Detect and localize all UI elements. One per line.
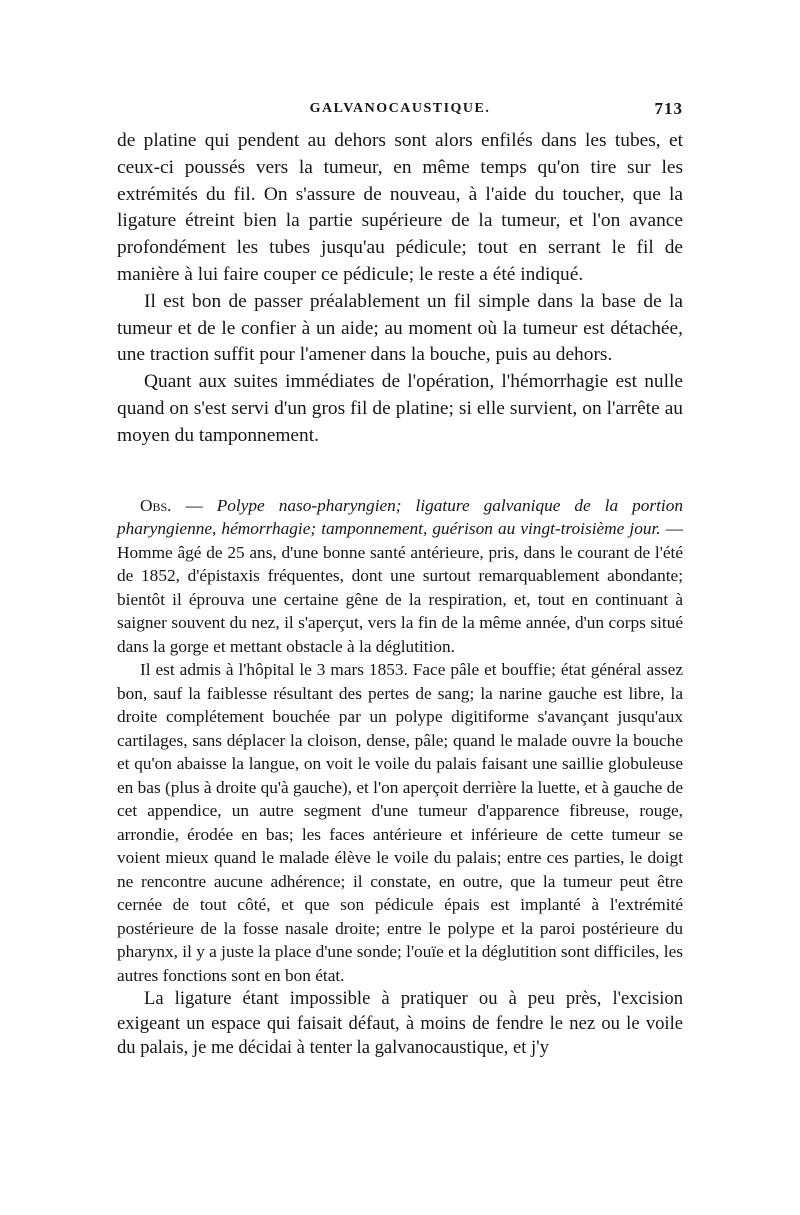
tail-block xyxy=(117,987,683,1061)
observation-label: Obs. — xyxy=(140,495,203,515)
running-title: GALVANOCAUSTIQUE. xyxy=(309,101,491,116)
body-text xyxy=(117,128,683,1061)
observation-block xyxy=(117,494,683,988)
paragraph-decision: La ligature étant impossible à pratiquer ou à peu près, l'excision exigeant un espace qui faisait défaut, à moins de fendre le nez ou le voile du palais, je me décidai à tenter la galvanocaustique, et j'y xyxy=(117,988,683,1059)
observation-intro xyxy=(117,494,683,659)
paragraph-aftercare: Quant aux suites immédiates de l'opération, l'hémorrhagie est nulle quand on s'est servi d'un gros fil de platine; si elle survient, on l'arrête au moyen du tamponnement. xyxy=(117,371,683,446)
page-number: 713 xyxy=(654,99,683,118)
observation-title: Polype naso-pharyngien; ligature galvanique de la portion pharyngienne, hémorrhagie; tamponnement, guérison au vingt-troisième jour. xyxy=(117,495,683,539)
running-head xyxy=(117,101,683,125)
paragraph-continued: de platine qui pendent au dehors sont alors enfilés dans les tubes, et ceux-ci poussés vers la tumeur, en même temps qu'on tire sur les extrémités du fil. On s'assure de nouveau, à l'aide du toucher, que la ligature étreint bien la partie supérieure de la tumeur, et l'on avance profondément les tubes jusqu'au pédicule; tout en serrant le fil de manière à lui faire couper ce pédicule; le reste a été indiqué. xyxy=(117,130,683,285)
observation-admission: Il est admis à l'hôpital le 3 mars 1853. Face pâle et bouffie; état général assez bon, sauf la faiblesse résultant des pertes de sang; la narine gauche est libre, la droite complétement bouchée par un polype digitiforme s'avançant jusqu'aux cartilages, sans déplacer la cloison, dense, pâle; quand le malade ouvre la bouche et qu'on abaisse la langue, on voit le voile du palais faisant une saillie globuleuse en bas (plus à droite qu'à gauche), et l'on aperçoit derrière la luette, et à gauche de cet appendice, un autre segment d'une tumeur d'apparence fibreuse, rouge, arrondie, érodée en bas; les faces antérieure et inférieure de cette tumeur se voient mieux quand le malade élève le voile du palais; entre ces parties, le doigt ne rencontre aucune adhérence; il constate, en outre, que la tumeur peut être cernée de tout côté, et que son pédicule épais est implanté à l'extrémité postérieure de la fosse nasale droite; entre le polype et la paroi postérieure du pharynx, il y a juste la place d'une sonde; l'ouïe et la déglutition sont difficiles, les autres fonctions sont en bon état. xyxy=(117,660,683,985)
paragraph-preliminary-thread: Il est bon de passer préalablement un fil simple dans la base de la tumeur et de le confier à un aide; au moment où la tumeur est détachée, une traction suffit pour l'amener dans la bouche, puis au dehors. xyxy=(117,290,683,366)
observation-intro-text: — Homme âgé de 25 ans, d'une bonne santé antérieure, pris, dans le courant de l'été de 1852, d'épistaxis fréquentes, dont une surtout remarquablement abondante; bientôt il éprouva une certaine gêne de la respiration, et, tout en continuant à saigner souvent du nez, il s'aperçut, vers la fin de la même année, d'un corps situé dans la gorge et mettant obstacle à la déglutition. xyxy=(117,519,683,656)
